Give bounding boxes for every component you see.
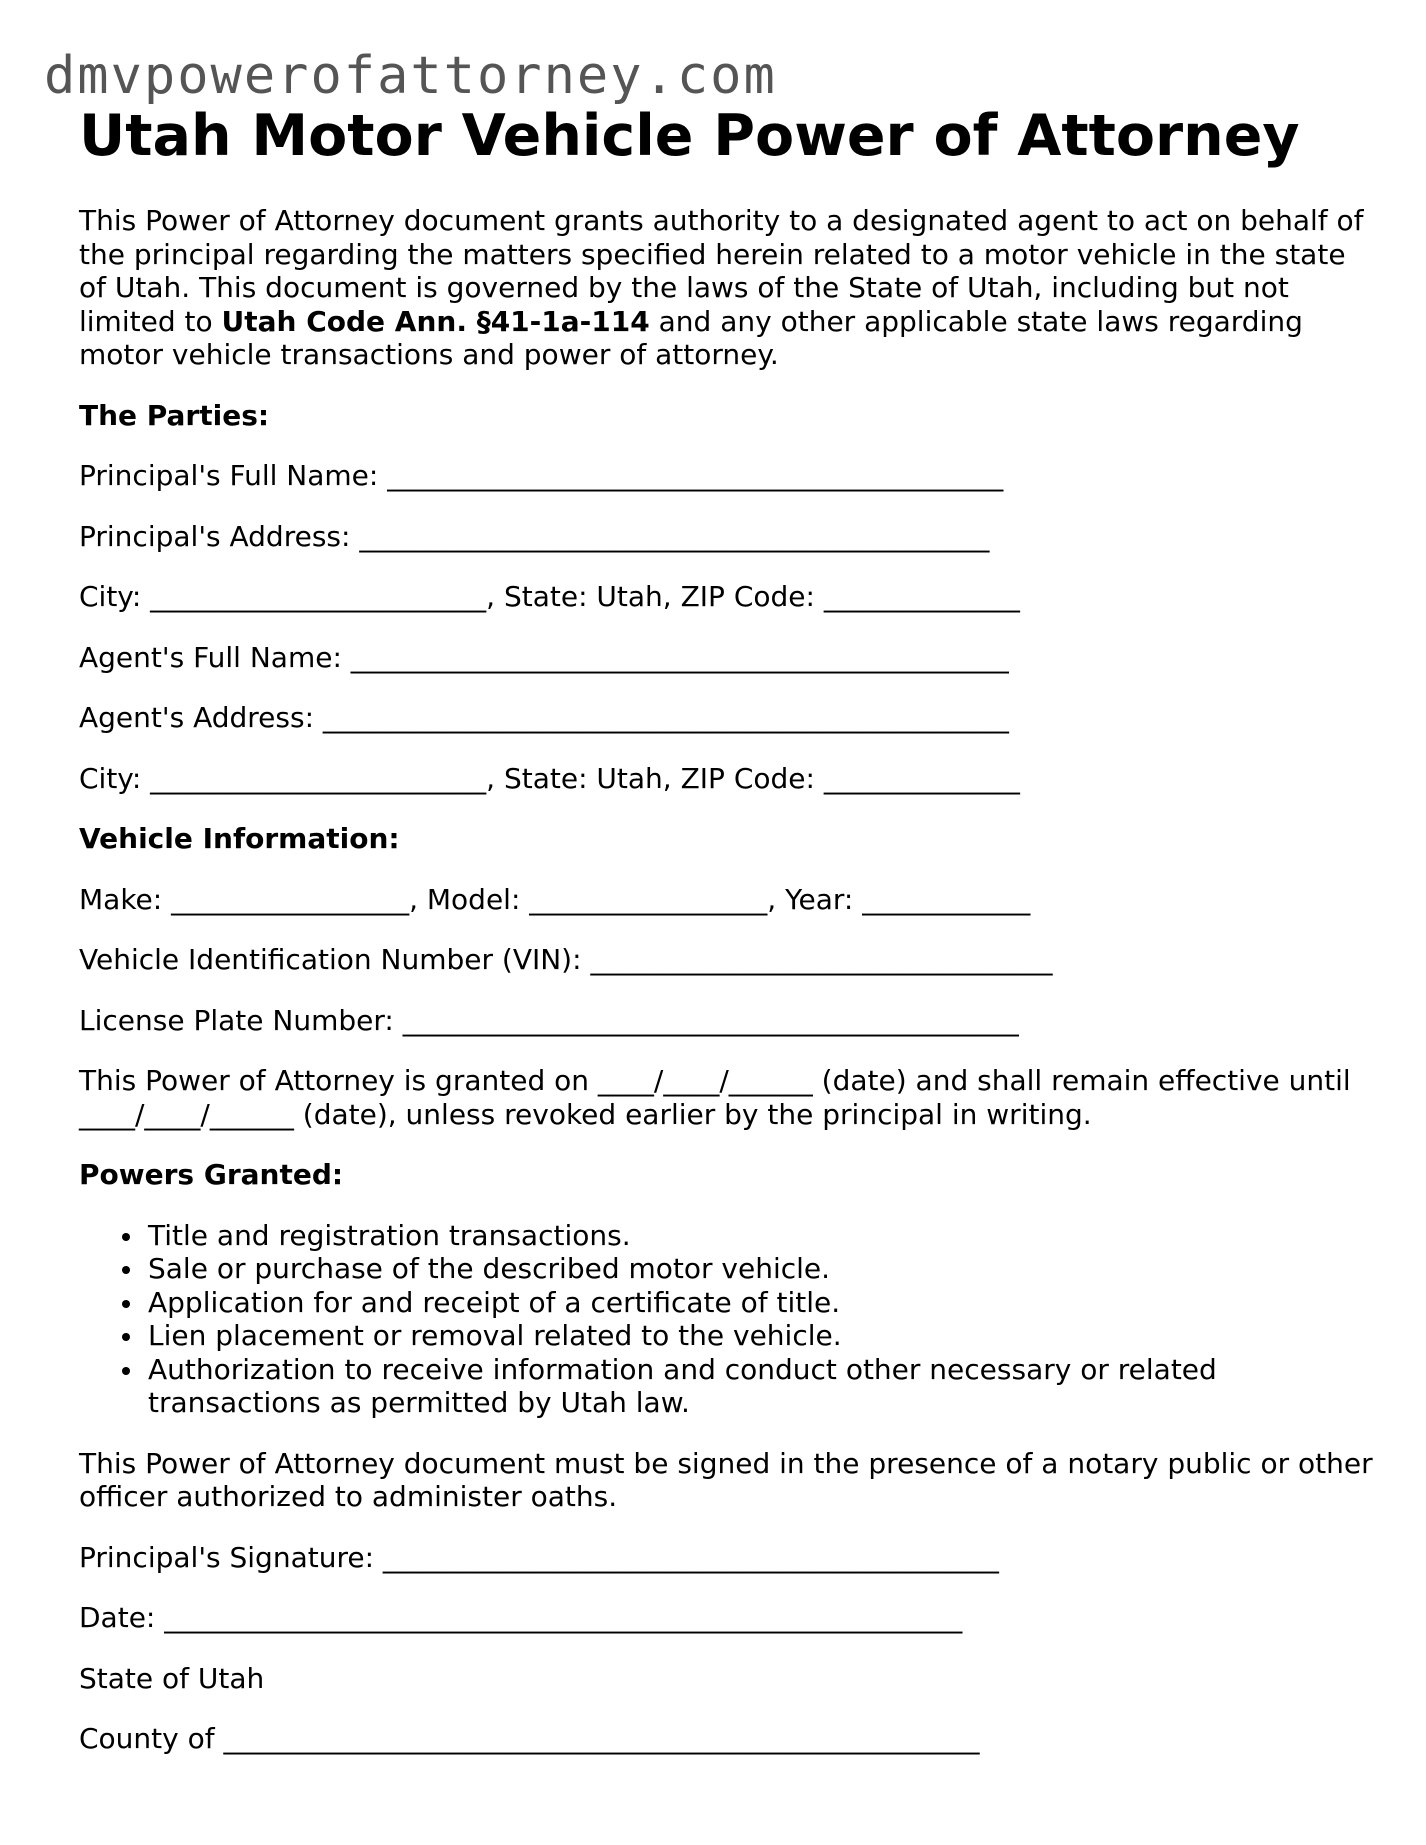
- principal-address-field[interactable]: Principal's Address: _____________________________________________: [79, 519, 990, 553]
- powers-list: [79, 1219, 1379, 1420]
- power-item: Sale or purchase of the described motor vehicle.: [148, 1252, 1379, 1286]
- intro-text-end: and any other applicable state laws regarding motor vehicle transactions and power of attorney.: [79, 304, 1303, 371]
- notary-notice: This Power of Attorney document must be signed in the presence of a notary public or other officer authorized to administer oaths.: [79, 1446, 1373, 1513]
- site-watermark: dmvpowerofattorney.com: [44, 46, 777, 106]
- powers-heading: Powers Granted:: [79, 1158, 344, 1191]
- statute-reference: Utah Code Ann. §41-1a-114: [221, 304, 650, 338]
- intro-text-start: This Power of Attorney document grants authority to a designated agent to act on behalf of the principal regarding the matters specified herein related to a motor vehicle in the state of Utah. This document is governed by the laws of the State of Utah, including but not limited to: [79, 204, 1364, 338]
- principal-city-zip-field[interactable]: City: ________________________, State: Utah, ZIP Code: ______________: [79, 580, 1020, 613]
- principal-name-field[interactable]: Principal's Full Name: ____________________________________________: [79, 459, 1004, 492]
- parties-heading: The Parties:: [79, 398, 270, 432]
- principal-signature-field[interactable]: Principal's Signature: ____________________________________________: [79, 1540, 999, 1574]
- power-item: Application for and receipt of a certificate of title.: [148, 1286, 1379, 1320]
- power-item: Title and registration transactions.: [148, 1219, 1379, 1253]
- power-item: Authorization to receive information and conduct other necessary or related transactions as permitted by Utah law.: [148, 1353, 1379, 1420]
- term-dates-paragraph[interactable]: This Power of Attorney is granted on ____/____/______ (date) and shall remain effective until ____/____/______ (date), unless revoked earlier by the principal in writing.: [79, 1064, 1351, 1131]
- document-title: Utah Motor Vehicle Power of Attorney: [79, 103, 1300, 169]
- agent-name-field[interactable]: Agent's Full Name: _______________________________________________: [79, 640, 1009, 674]
- vehicle-heading: Vehicle Information:: [79, 822, 400, 855]
- agent-city-zip-field[interactable]: City: ________________________, State: Utah, ZIP Code: ______________: [79, 761, 1020, 795]
- license-plate-field[interactable]: License Plate Number: ____________________________________________: [79, 1003, 1019, 1037]
- make-model-year-field[interactable]: Make: _________________, Model: _________________, Year: ____________: [79, 882, 1031, 916]
- signature-date-field[interactable]: Date: _________________________________________________________: [79, 1601, 963, 1634]
- power-item: Lien placement or removal related to the vehicle.: [148, 1319, 1379, 1353]
- document-body: [79, 204, 1379, 1783]
- state-label: State of Utah: [79, 1661, 265, 1695]
- intro-paragraph: [79, 204, 1379, 372]
- agent-address-field[interactable]: Agent's Address: _________________________________________________: [79, 701, 1009, 734]
- county-field[interactable]: County of ______________________________________________________: [79, 1722, 980, 1755]
- vin-field[interactable]: Vehicle Identification Number (VIN): _________________________________: [79, 943, 1053, 976]
